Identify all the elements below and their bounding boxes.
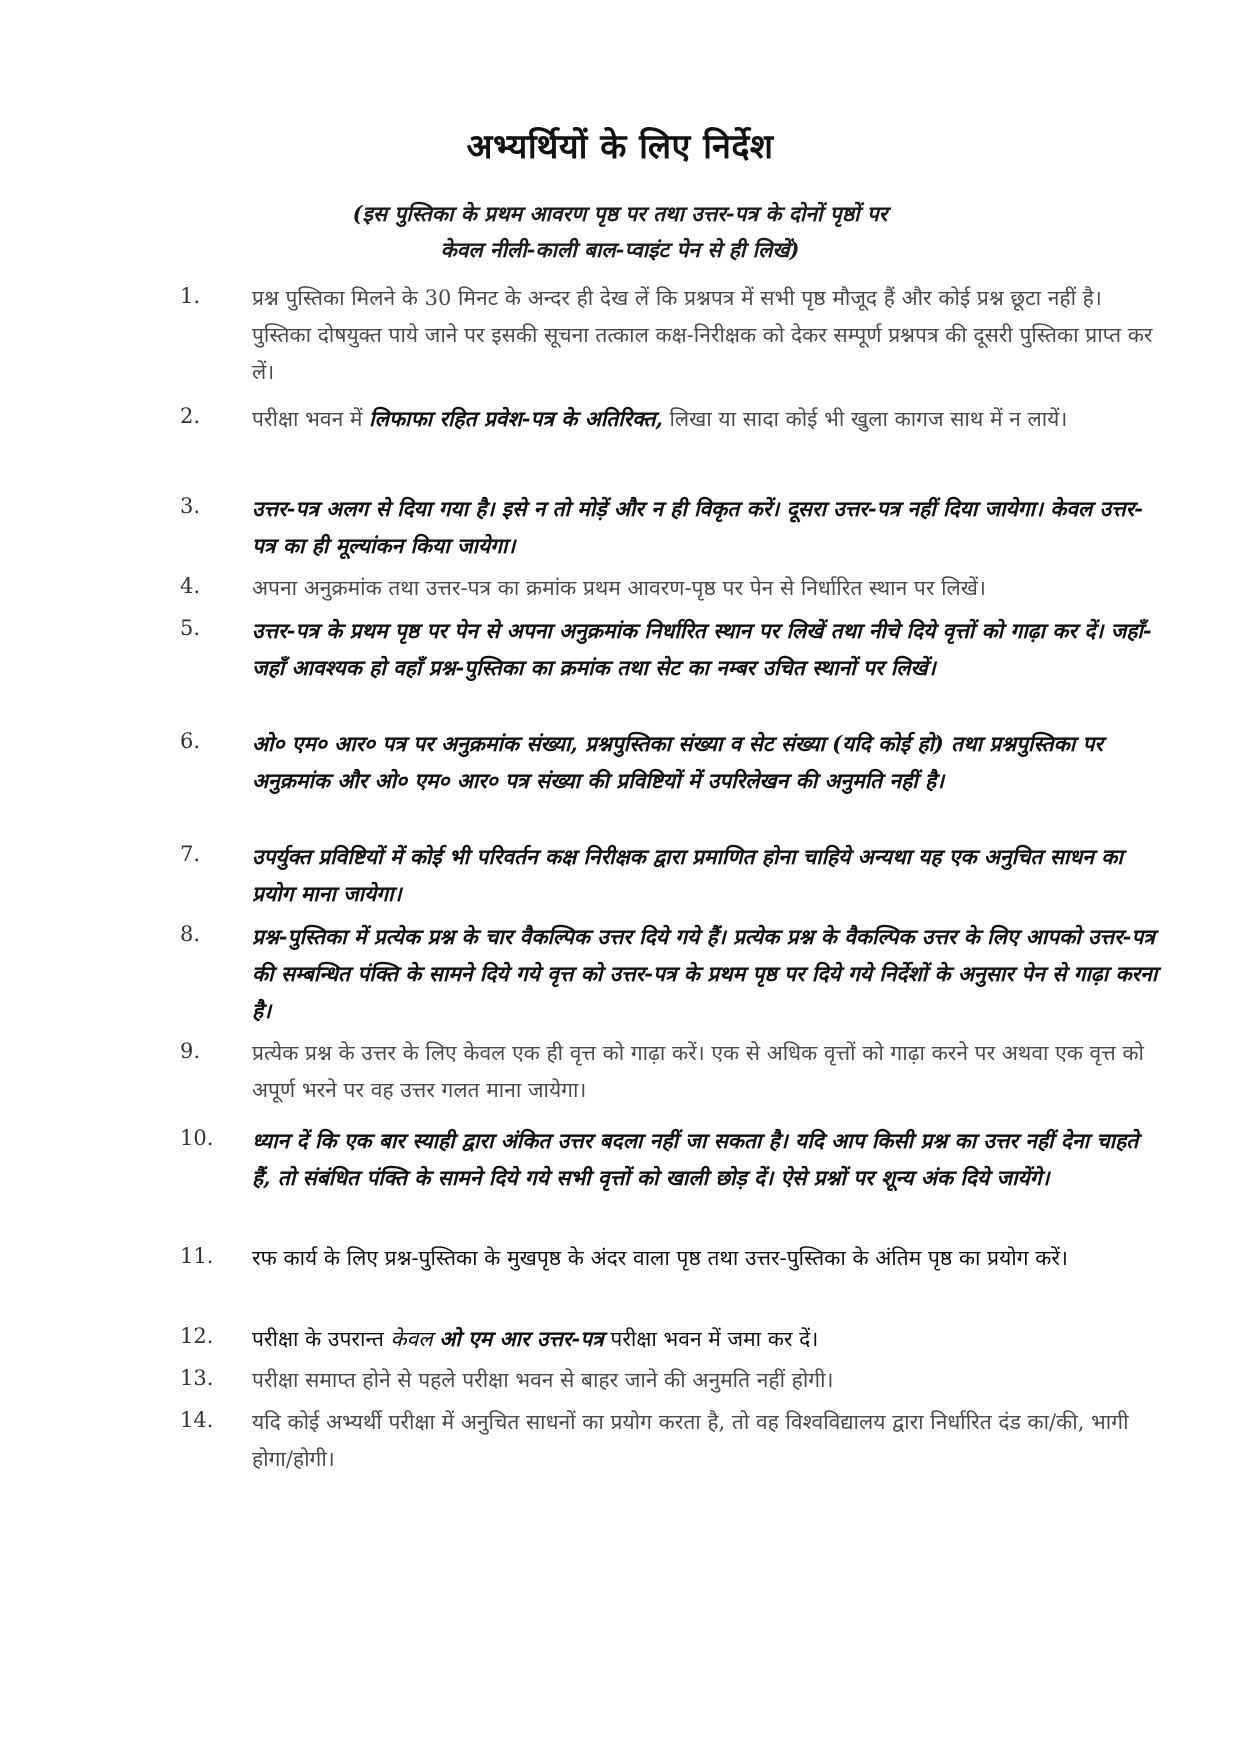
instruction-text — [252, 1320, 1162, 1358]
instruction-number: 3. — [180, 494, 201, 518]
instruction-number: 7. — [180, 842, 201, 866]
instruction-text: अपना अनुक्रमांक तथा उत्तर-पत्र का क्रमांक प्रथम आवरण-पृष्ठ पर पेन से निर्धारित स्थान पर लिखें। — [252, 576, 986, 600]
instruction-number: 11. — [180, 1244, 214, 1268]
instruction-text-emphasis: ओ एम आर उत्तर-पत्र — [439, 1326, 604, 1351]
instruction-number: 9. — [180, 1039, 201, 1063]
instruction-text: ध्यान दें कि एक बार स्याही द्वारा अंकित उत्तर बदला नहीं जा सकता है। यदि आप किसी प्रश्न का उत्तर नहीं देना चाहते हैं, तो संबंधित पंक्ति के सामने दिये गये सभी वृत्तों को खाली छोड़ दें। ऐसे प्रश्नों पर शून्य अंक दिये जायेंगे। — [252, 1128, 1139, 1190]
instruction-number: 2. — [180, 404, 201, 428]
instruction-number: 1. — [180, 284, 201, 308]
instruction-text: उत्तर-पत्र अलग से दिया गया है। इसे न तो मोड़ें और न ही विकृत करें। दूसरा उत्तर-पत्र नहीं दिया जायेगा। केवल उत्तर-पत्र का ही मूल्यांकन किया जायेगा। — [252, 496, 1143, 558]
instruction-text — [252, 400, 1162, 438]
instruction-text-part: परीक्षा भवन में — [252, 407, 370, 431]
instruction-number: 5. — [180, 616, 201, 640]
instruction-text: उपर्युक्त प्रविष्टियों में कोई भी परिवर्तन कक्ष निरीक्षक द्वारा प्रमाणित होना चाहिये अन्यथा यह एक अनुचित साधन का प्रयोग माना जायेगा। — [252, 844, 1123, 906]
instruction-text: रफ कार्य के लिए प्रश्न-पुस्तिका के मुखपृष्ठ के अंदर वाला पृष्ठ तथा उत्तर-पुस्तिका के अंतिम पृष्ठ का प्रयोग करें। — [252, 1246, 1068, 1270]
instruction-text-part: परीक्षा के उपरान्त — [252, 1327, 391, 1351]
instruction-number: 12. — [180, 1324, 214, 1348]
subtitle-line-2: केवल नीली-काली बाल-प्वाइंट पेन से ही लिखें) — [440, 237, 800, 262]
instruction-text: परीक्षा समाप्त होने से पहले परीक्षा भवन से बाहर जाने की अनुमति नहीं होगी। — [252, 1368, 834, 1392]
instruction-number: 10. — [180, 1126, 214, 1150]
instruction-text: यदि कोई अभ्यर्थी परीक्षा में अनुचित साधनों का प्रयोग करता है, तो वह विश्वविद्यालय द्वारा निर्धारित दंड का/की, भागी होगा/होगी। — [252, 1410, 1129, 1471]
instruction-number: 4. — [180, 574, 201, 598]
page-title: अभ्यर्थियों के लिए निर्देश — [466, 127, 774, 167]
instruction-text: उत्तर-पत्र के प्रथम पृष्ठ पर पेन से अपना अनुक्रमांक निर्धारित स्थान पर लिखें तथा नीचे दिये वृत्तों को गाढ़ा कर दें। जहाँ-जहाँ आवश्यक हो वहाँ प्रश्न-पुस्तिका का क्रमांक तथा सेट का नम्बर उचित स्थानों पर लिखें। — [252, 618, 1152, 680]
instruction-number: 8. — [180, 922, 201, 946]
instruction-text: प्रश्न-पुस्तिका में प्रत्येक प्रश्न के चार वैकल्पिक उत्तर दिये गये हैं। प्रत्येक प्रश्न के वैकल्पिक उत्तर के लिए आपको उत्तर-पत्र की सम्बन्धित पंक्ति के सामने दिये गये वृत्त को उत्तर-पत्र के प्रथम पृष्ठ पर दिये गये निर्देशों के अनुसार पेन से गाढ़ा करना है। — [252, 924, 1158, 1023]
instruction-text: प्रश्न पुस्तिका मिलने के 30 मिनट के अन्दर ही देख लें कि प्रश्नपत्र में सभी पृष्ठ मौजूद हैं और कोई प्रश्न छूटा नहीं है। पुस्तिका दोषयुक्त पाये जाने पर इसकी सूचना तत्काल कक्ष-निरीक्षक को देकर सम्पूर्ण प्रश्नपत्र की दूसरी पुस्तिका प्राप्त कर लें। — [252, 286, 1153, 384]
instruction-text-part: केवल — [390, 1327, 440, 1351]
instruction-number: 6. — [180, 729, 201, 753]
subtitle-line-1: (इस पुस्तिका के प्रथम आवरण पृष्ठ पर तथा उत्तर-पत्र के दोनों पृष्ठों पर — [352, 201, 888, 226]
instruction-number: 14. — [180, 1408, 214, 1432]
instruction-text-part: परीक्षा भवन में जमा कर दें। — [603, 1327, 819, 1351]
instruction-text-emphasis: लिफाफा रहित प्रवेश-पत्र के अतिरिक्त, — [369, 406, 663, 431]
instruction-number: 13. — [180, 1366, 214, 1390]
instruction-text: प्रत्येक प्रश्न के उत्तर के लिए केवल एक ही वृत्त को गाढ़ा करें। एक से अधिक वृत्तों को गाढ़ा करने पर अथवा एक वृत्त को अपूर्ण भरने पर वह उत्तर गलत माना जायेगा। — [252, 1041, 1144, 1102]
instruction-text-part: लिखा या सादा कोई भी खुला कागज साथ में न लायें। — [662, 407, 1068, 431]
instruction-text: ओ० एम० आर० पत्र पर अनुक्रमांक संख्या, प्रश्नपुस्तिका संख्या व सेट संख्या (यदि कोई हो) तथा प्रश्नपुस्तिका पर अनुक्रमांक और ओ० एम० आर० पत्र संख्या की प्रविष्टियों में उपरिलेखन की अनुमति नहीं है। — [252, 731, 1103, 793]
